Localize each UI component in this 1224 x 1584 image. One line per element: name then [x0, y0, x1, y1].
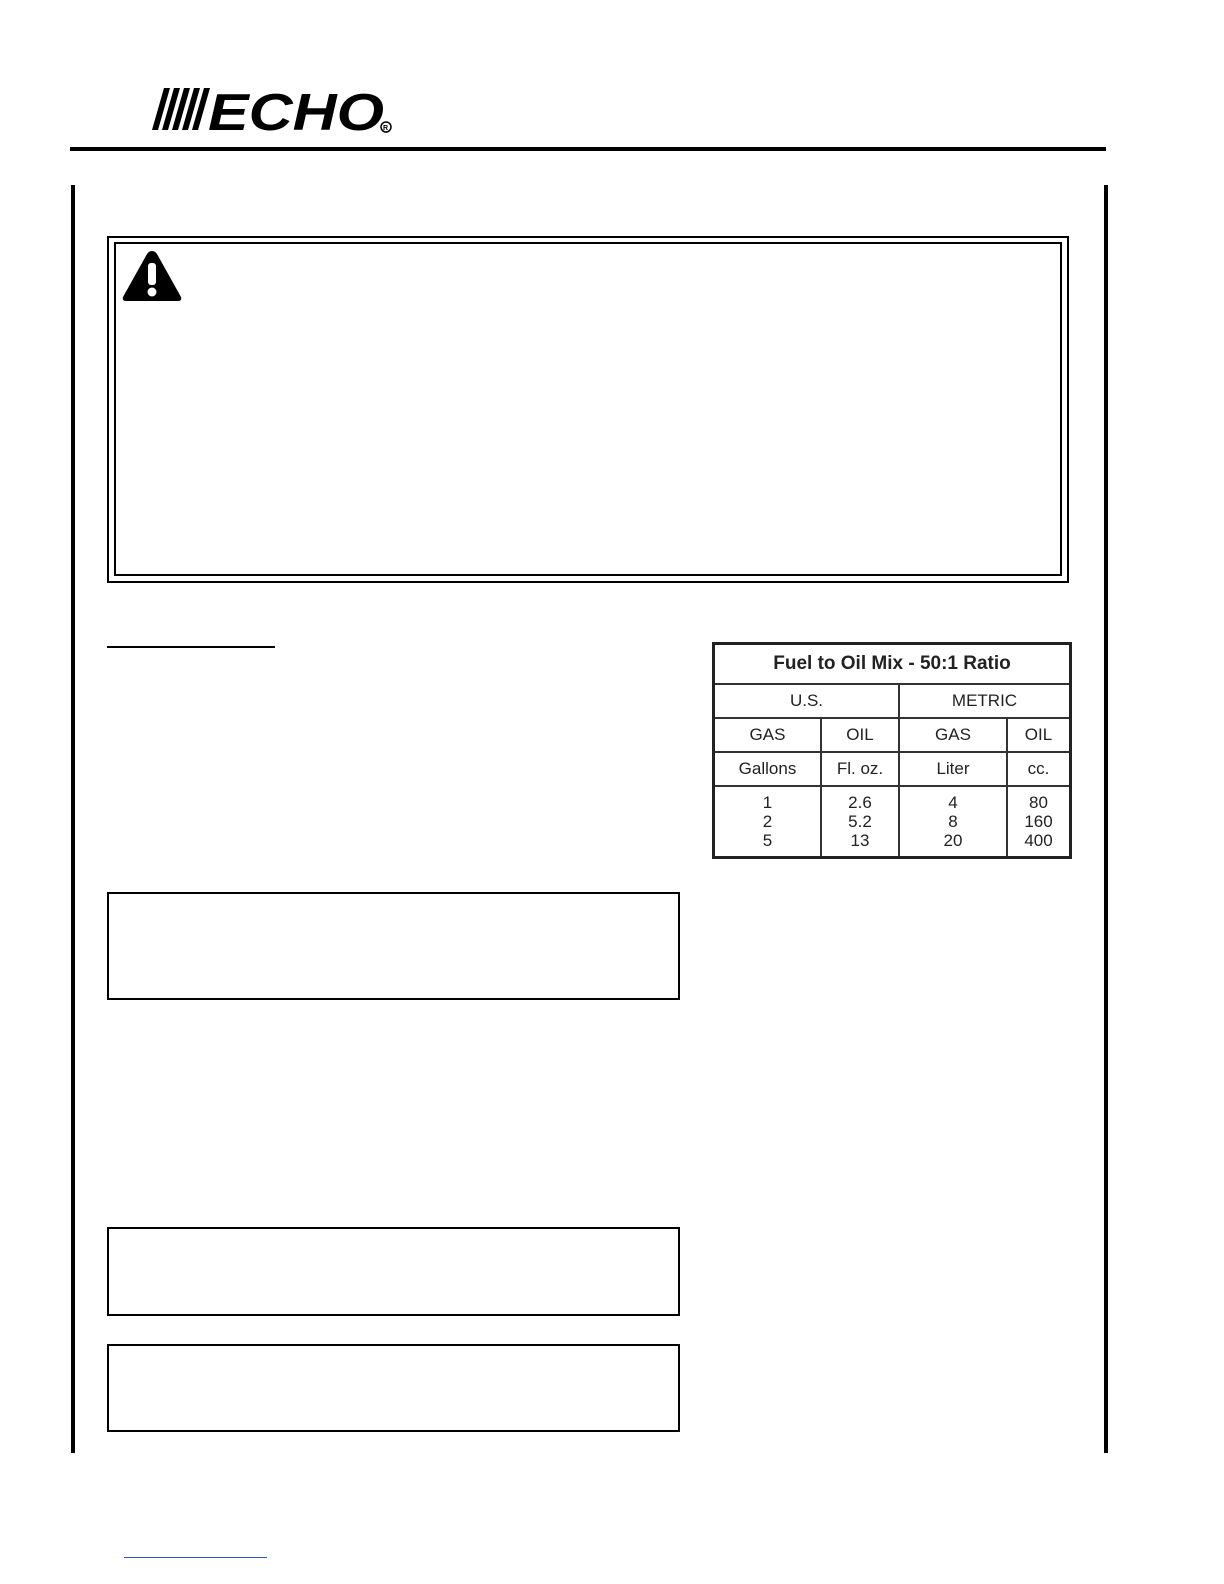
value-cell: 400	[1024, 831, 1053, 850]
unit-liter: Liter	[899, 752, 1007, 786]
value-cell: 5.2	[848, 812, 872, 831]
note-box	[107, 1344, 680, 1432]
unit-cc: cc.	[1007, 752, 1071, 786]
values-liter	[899, 786, 1007, 858]
section-heading-underline	[107, 646, 275, 648]
header-gas-metric: GAS	[899, 718, 1007, 752]
header-oil-metric: OIL	[1007, 718, 1071, 752]
warning-box-inner	[114, 242, 1062, 576]
table-title: Fuel to Oil Mix - 50:1 Ratio	[714, 644, 1071, 685]
header-rule	[70, 147, 1106, 151]
value-cell: 8	[948, 812, 958, 831]
value-cell: 1	[762, 793, 773, 812]
value-cell: 13	[850, 831, 870, 850]
value-cell: 2.6	[848, 793, 872, 812]
unit-fl-oz: Fl. oz.	[821, 752, 899, 786]
footer-link-underline[interactable]	[124, 1557, 267, 1558]
svg-text:ECHO: ECHO	[208, 84, 384, 138]
fuel-oil-mix-table	[712, 642, 1072, 859]
right-margin-bar	[1104, 185, 1108, 1453]
note-box	[107, 892, 680, 1000]
value-cell: 20	[943, 831, 963, 850]
value-cell: 4	[948, 793, 958, 812]
value-cell: 2	[762, 812, 773, 831]
value-cell: 160	[1024, 812, 1053, 831]
svg-text:R: R	[383, 125, 389, 132]
region-us: U.S.	[714, 684, 900, 718]
echo-logo	[150, 82, 400, 138]
note-box	[107, 1227, 680, 1316]
header-gas-us: GAS	[714, 718, 822, 752]
header-oil-us: OIL	[821, 718, 899, 752]
value-cell: 5	[762, 831, 773, 850]
values-gallons	[714, 786, 822, 858]
values-fl-oz	[821, 786, 899, 858]
values-cc	[1007, 786, 1071, 858]
warning-triangle-icon	[121, 249, 183, 303]
value-cell: 80	[1029, 793, 1048, 812]
left-margin-bar	[71, 185, 75, 1453]
region-metric: METRIC	[899, 684, 1071, 718]
unit-gallons: Gallons	[714, 752, 822, 786]
